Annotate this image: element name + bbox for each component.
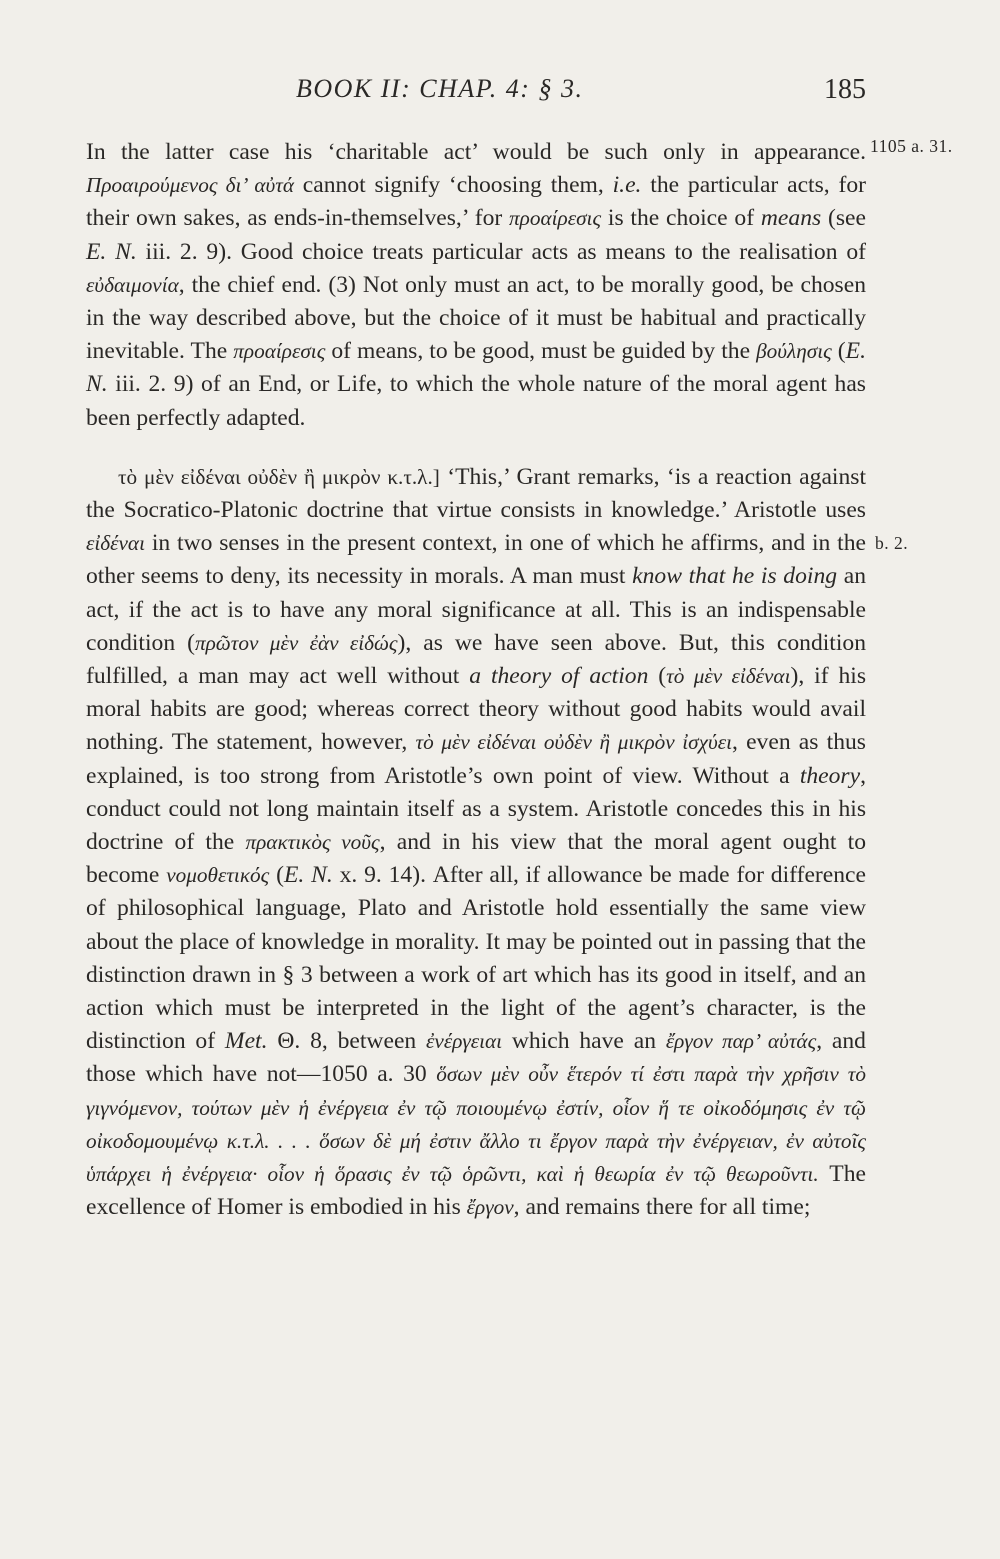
text-run: , conduct could not long maintain itself as a system. Aristotle concedes this in his doctrine of the — [86, 762, 866, 856]
text-run: , the chief end. (3) Not only must an act, to be morally good, be chosen in the way described above, but the choice of it must be habitual and practically inevitable. The — [86, 271, 866, 365]
greek-text: πρῶτον μὲν ἐὰν εἰδώς — [194, 630, 398, 655]
text-run: Θ. 8, between — [267, 1028, 427, 1055]
greek-text: βούλησις — [756, 339, 832, 364]
text-run: in two senses in the present context, in one of which he affirms, and in the other seems to deny, its necessity in morals. A man must — [86, 530, 866, 590]
italic-text: Met. — [224, 1028, 268, 1055]
text-run: , and in his view that the moral agent ought to become — [86, 829, 866, 889]
lemma-text: τὸ μὲν εἰδέναι οὐδὲν ἢ μικρὸν κ.τ.λ.] — [118, 464, 440, 489]
italic-text: know that he is doing — [632, 563, 838, 590]
text-run: (see — [821, 205, 866, 232]
text-run: iii. 2. 9) of an End, or Life, to which the whole nature of the moral agent has been perfectly adapted. — [86, 371, 866, 431]
margin-reference: 1105 a. 31. — [870, 136, 953, 156]
page-number: 185 — [824, 74, 866, 105]
text-run: iii. 2. 9). Good choice treats particular acts as means to the realisation of — [136, 238, 866, 265]
greek-text: προαίρεσις — [509, 206, 602, 231]
text-run: ‘This,’ Grant remarks, ‘is a reaction against the Socratico-Platonic doctrine that virtue consists in knowledge.’ Aristotle uses — [86, 463, 867, 524]
text-run: The excellence of Homer is embodied in his — [86, 1161, 866, 1221]
italic-text: E. N. — [283, 862, 333, 889]
page-header — [296, 74, 866, 114]
text-run: , and those which have not—1050 a. 30 — [86, 1028, 866, 1088]
text-run: ( — [269, 862, 284, 889]
greek-text: τὸ μὲν εἰδέναι — [666, 664, 791, 689]
italic-text: theory — [799, 762, 861, 789]
text-run: x. 9. 14). After all, if allowance be made for difference of philosophical language, Plato and Aristotle hold essentially the same view about the place of knowledge in morality. It may be pointed out in passing that the distinction drawn in § 3 between a work of art which has its good in itself, and an action which must be interpreted in the light of the agent’s character, is the distinction of — [86, 862, 866, 1055]
text-run: ( — [648, 663, 667, 690]
text-run: In the latter case his ‘charitable act’ would be such only in appearance. — [86, 139, 866, 165]
running-head: BOOK II: CHAP. 4: § 3. — [296, 74, 584, 103]
text-run: the particular acts, for their own sakes, as ends-in-themselves,’ for — [86, 172, 867, 232]
greek-text: τὸ μὲν εἰδέναι οὐδὲν ἢ μικρὸν ἰσχύει — [415, 730, 732, 755]
greek-text: ἔργον — [466, 1195, 514, 1220]
text-run: , even as thus explained, is too strong from Aristotle’s own point of view. Without a — [86, 729, 866, 789]
greek-text: εἰδέναι — [86, 531, 145, 556]
text-run: ), if his moral habits are good; whereas correct theory without good habits would avail nothing. The statement, however, — [86, 663, 867, 756]
text-run: an act, if the act is to have any moral significance at all. This is an indispensable condition ( — [86, 563, 866, 656]
greek-text: νομοθετικός — [166, 863, 270, 888]
text-run: , and remains there for all time; — [513, 1194, 811, 1221]
italic-text: E. N. — [86, 338, 866, 398]
greek-text: πρακτικὸς νοῦς — [245, 830, 380, 855]
text-run: cannot signify ‘choosing them, — [294, 172, 613, 199]
text-run: ( — [831, 338, 846, 365]
greek-text: ὅσων μὲν οὖν ἕτερόν τί ἐστι παρὰ τὴν χρῆσιν τὸ γιγνόμενον, τούτων μὲν ἡ ἐνέργεια ἐν τῷ ποιουμένῳ ἐστίν, οἷον ἥ τε οἰκοδόμησις ἐν τῷ οἰκοδομουμένῳ κ.τ.λ. . . . ὅσων δὲ μή ἐστιν ἄλλο τι ἔργον παρὰ τὴν ἐνέργειαν, ἐν αὐτοῖς ὑπάρχει ἡ ἐνέργεια· οἷον ἡ ὅρασις ἐν τῷ ὁρῶντι, καὶ ἡ θεωρία ἐν τῷ θεωροῦντι. — [86, 1062, 866, 1187]
text-run: is the choice of — [601, 205, 761, 232]
text-run: ), as we have seen above. But, this condition fulfilled, a man may act well without — [86, 629, 866, 690]
greek-text: ἔργον παρ’ αὐτάς — [665, 1029, 817, 1054]
margin-reference: b. 2. — [875, 533, 909, 553]
paragraph — [86, 136, 866, 435]
text-run: of means, to be good, must be guided by the — [325, 338, 757, 365]
greek-text: Προαιρούμενος δι’ αὐτά — [86, 173, 294, 198]
body-text — [86, 136, 866, 1225]
paragraph — [86, 461, 866, 1225]
greek-text: εὐδαιμονία — [86, 272, 179, 297]
text-run: which have an — [502, 1028, 666, 1055]
italic-text: means — [760, 205, 822, 232]
italic-text: a theory of action — [469, 663, 649, 690]
italic-text: E. N. — [86, 238, 137, 265]
greek-text: προαίρεσις — [233, 339, 326, 364]
italic-text: i.e. — [612, 172, 642, 199]
greek-text: ἐνέργειαι — [426, 1029, 503, 1054]
